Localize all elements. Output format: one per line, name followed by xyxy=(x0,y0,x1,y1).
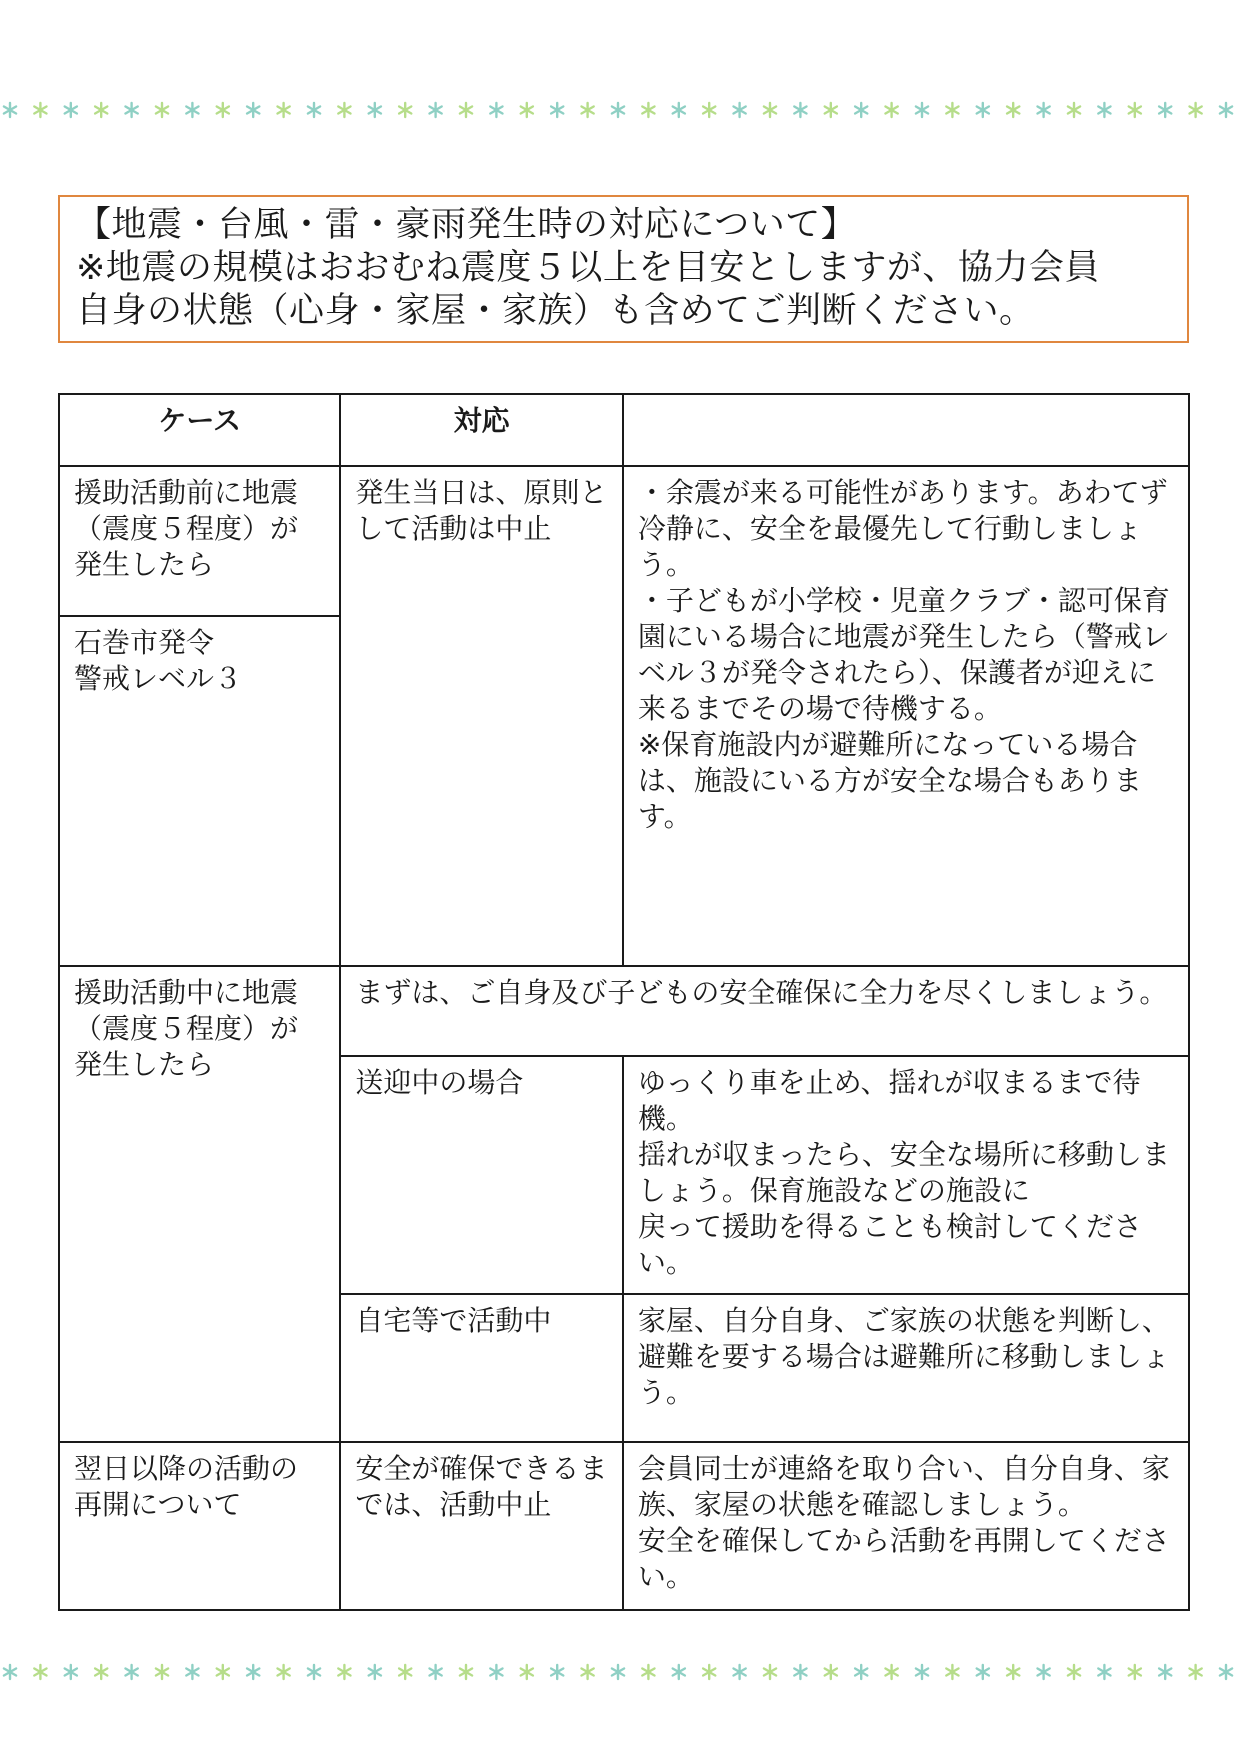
star-icon xyxy=(1159,1665,1171,1679)
table-row xyxy=(59,1442,1189,1610)
star-icon xyxy=(4,103,16,117)
star-icon xyxy=(126,1665,138,1679)
star-icon xyxy=(247,103,259,117)
general-cell: まずは、ご自身及び子どもの安全確保に全力を尽くしましょう。 xyxy=(340,966,1189,1056)
star-icon xyxy=(126,103,138,117)
star-icon xyxy=(95,103,107,117)
star-icon xyxy=(612,1665,624,1679)
star-icon xyxy=(1068,1665,1080,1679)
header-response: 対応 xyxy=(340,394,623,466)
star-icon xyxy=(4,1665,16,1679)
bottom-star-border xyxy=(0,1652,1240,1692)
star-icon xyxy=(186,1665,198,1679)
header-detail xyxy=(623,394,1189,466)
star-icon xyxy=(642,103,654,117)
star-icon xyxy=(977,103,989,117)
star-icon xyxy=(855,1665,867,1679)
detail-cell: 家屋、自分自身、ご家族の状態を判断し、避難を要する場合は避難所に移動しましょう。 xyxy=(623,1294,1189,1442)
star-icon xyxy=(582,1665,594,1679)
case-cell: 援助活動中に地震（震度５程度）が発生したら xyxy=(59,966,340,1442)
star-icon xyxy=(642,1665,654,1679)
star-icon xyxy=(916,103,928,117)
star-icon xyxy=(278,103,290,117)
star-icon xyxy=(612,103,624,117)
star-icon xyxy=(217,1665,229,1679)
notice-line: 自身の状態（心身・家屋・家族）も含めてご判断ください。 xyxy=(76,291,1035,331)
star-icon xyxy=(1129,1665,1141,1679)
response-table xyxy=(58,393,1190,1611)
star-icon xyxy=(825,103,837,117)
star-icon xyxy=(551,103,563,117)
detail-cell: ゆっくり車を止め、揺れが収まるまで待機。 揺れが収まったら、安全な場所に移動しましょう。保育施設などの施設に 戻って援助を得ることも検討してください。 xyxy=(623,1056,1189,1294)
star-icon xyxy=(34,103,46,117)
header-case: ケース xyxy=(59,394,340,466)
notice-title: 【地震・台風・雷・豪雨発生時の対応について】 xyxy=(76,205,857,245)
star-icon xyxy=(734,103,746,117)
star-icon xyxy=(1038,1665,1050,1679)
star-icon xyxy=(399,1665,411,1679)
response-cell: 安全が確保できるまでは、活動中止 xyxy=(340,1442,623,1610)
star-icon xyxy=(1220,1665,1232,1679)
case-cell: 石巻市発令 警戒レベル３ xyxy=(59,616,340,966)
star-icon xyxy=(764,103,776,117)
star-icon xyxy=(825,1665,837,1679)
star-icon xyxy=(794,103,806,117)
star-icon xyxy=(946,103,958,117)
star-icon xyxy=(673,103,685,117)
star-icon xyxy=(430,103,442,117)
star-icon xyxy=(764,1665,776,1679)
star-icon xyxy=(1098,103,1110,117)
star-icon xyxy=(1007,103,1019,117)
star-icon xyxy=(977,1665,989,1679)
star-border-icon xyxy=(0,1652,1240,1692)
star-icon xyxy=(673,1665,685,1679)
star-icon xyxy=(886,1665,898,1679)
star-icon xyxy=(460,1665,472,1679)
star-icon xyxy=(247,1665,259,1679)
detail-cell: 会員同士が連絡を取り合い、自分自身、家族、家屋の状態を確認しましょう。 安全を確保してから活動を再開してください。 xyxy=(623,1442,1189,1610)
star-icon xyxy=(582,103,594,117)
star-icon xyxy=(946,1665,958,1679)
star-icon xyxy=(65,1665,77,1679)
star-icon xyxy=(1190,1665,1202,1679)
star-icon xyxy=(521,1665,533,1679)
star-icon xyxy=(369,1665,381,1679)
star-icon xyxy=(1007,1665,1019,1679)
table-row xyxy=(59,466,1189,616)
star-icon xyxy=(1220,103,1232,117)
star-icon xyxy=(369,103,381,117)
detail-cell: ・余震が来る可能性があります。あわてず冷静に、安全を最優先して行動しましょう。 ・子どもが小学校・児童クラブ・認可保育園にいる場合に地震が発生したら（警戒レベル３が発令されたら）、保護者が迎えに来るまでその場で待機する。 ※保育施設内が避難所になっている場合は、施設にいる方が安全な場合もあります。 xyxy=(623,466,1189,966)
star-icon xyxy=(34,1665,46,1679)
star-icon xyxy=(338,103,350,117)
star-icon xyxy=(217,103,229,117)
star-icon xyxy=(490,1665,502,1679)
star-icon xyxy=(156,103,168,117)
star-icon xyxy=(278,1665,290,1679)
star-icon xyxy=(855,103,867,117)
star-icon xyxy=(186,103,198,117)
star-icon xyxy=(460,103,472,117)
case-cell: 援助活動前に地震（震度５程度）が発生したら xyxy=(59,466,340,616)
case-cell: 翌日以降の活動の再開について xyxy=(59,1442,340,1610)
star-icon xyxy=(1190,103,1202,117)
star-border-icon xyxy=(0,90,1240,130)
star-icon xyxy=(490,103,502,117)
response-cell: 発生当日は、原則として活動は中止 xyxy=(340,466,623,966)
star-icon xyxy=(521,103,533,117)
star-icon xyxy=(430,1665,442,1679)
table-row xyxy=(59,966,1189,1056)
star-icon xyxy=(156,1665,168,1679)
star-icon xyxy=(338,1665,350,1679)
star-icon xyxy=(65,103,77,117)
top-star-border xyxy=(0,90,1240,130)
table-header-row xyxy=(59,394,1189,466)
star-icon xyxy=(886,103,898,117)
star-icon xyxy=(1098,1665,1110,1679)
star-icon xyxy=(1038,103,1050,117)
star-icon xyxy=(399,103,411,117)
star-icon xyxy=(1068,103,1080,117)
notice-box xyxy=(58,195,1189,343)
star-icon xyxy=(308,103,320,117)
notice-line: ※地震の規模はおおむね震度５以上を目安としますが、協力会員 xyxy=(76,248,1100,288)
star-icon xyxy=(794,1665,806,1679)
star-icon xyxy=(703,103,715,117)
star-icon xyxy=(734,1665,746,1679)
star-icon xyxy=(308,1665,320,1679)
response-cell: 自宅等で活動中 xyxy=(340,1294,623,1442)
star-icon xyxy=(703,1665,715,1679)
star-icon xyxy=(1129,103,1141,117)
star-icon xyxy=(1159,103,1171,117)
response-cell: 送迎中の場合 xyxy=(340,1056,623,1294)
star-icon xyxy=(551,1665,563,1679)
star-icon xyxy=(916,1665,928,1679)
star-icon xyxy=(95,1665,107,1679)
